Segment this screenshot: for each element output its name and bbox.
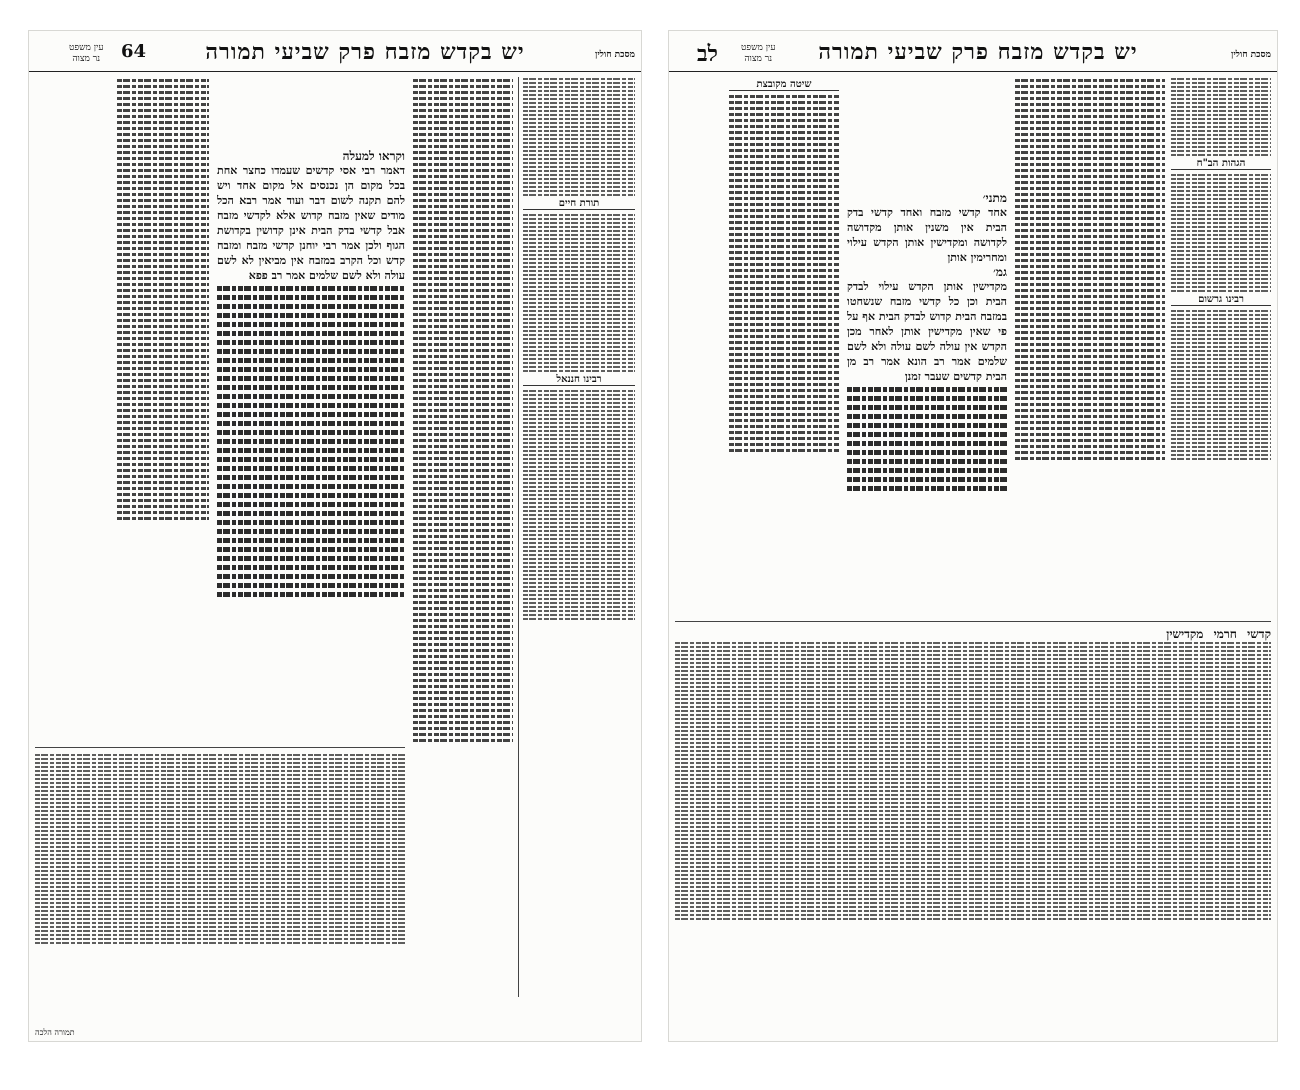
commentary-heading: מקדישין <box>1166 627 1204 641</box>
chapter-title: יש בקדש מזבח פרק שביעי תמורה <box>205 39 525 65</box>
bottom-lines <box>675 642 1271 920</box>
margin-notes <box>673 77 725 377</box>
bottom-divider <box>35 747 405 748</box>
section-label: הגהות הב"ח <box>1171 160 1271 170</box>
tractate-name: מסכת חולין <box>1231 50 1271 60</box>
ein-mishpat-label: עין משפט נר מצוה <box>69 43 104 64</box>
commentary-heading: קדשי <box>1247 627 1271 641</box>
gemara-lines <box>217 286 405 597</box>
section-label: שיטה מקובצת <box>729 81 839 91</box>
commentary-lines <box>1171 174 1271 292</box>
inner-commentary-column <box>413 77 513 997</box>
talmud-page-left <box>28 30 642 1042</box>
gemara-text: דאמר רבי אסי קדשים שעמדו כחצר אחת בכל מקום הן נכנסים אל מקום אחד ויש להם תקנה לשום דבר ועוד אמר רבא הכל מודים שאין מזבח קדוש אלא לקדשי מזבח אבל קדשי בדק הבית אינן קדושין בקדושת הגוף ולכן אמר רבי יוחנן קדשי מזבח ומזבח קדש וכל הקרב במזבח אין מביאין לא לשם עולה ולא לשם שלמים אמר רב פפא <box>217 164 405 282</box>
column-divider <box>518 77 519 997</box>
section-label: רבינו גרשום <box>1171 296 1271 306</box>
bottom-commentary <box>35 753 405 993</box>
gemara-opening-word: וקראו למעלה <box>342 149 405 163</box>
page-number: 64 <box>121 41 147 62</box>
section-label: תורת חיים <box>523 200 635 210</box>
bottom-divider <box>675 621 1271 622</box>
mishna-opening-word: מתני׳ <box>982 191 1007 205</box>
rashi-lines <box>729 95 839 452</box>
gemara-lines <box>847 387 1007 491</box>
chapter-title: יש בקדש מזבח פרק שביעי תמורה <box>818 39 1138 65</box>
commentary-heading: חרמי <box>1213 627 1237 641</box>
commentary-lines <box>1171 310 1271 460</box>
commentary-lines <box>1015 79 1165 460</box>
talmud-page-right <box>668 30 1278 1042</box>
page-footer: תמורה הלכה <box>35 1028 75 1037</box>
gemara-text: מקדישין אותן הקדש עילוי לבדק הבית וכן כל קדשי מזבח שנשחטו במזבח הבית קדוש לבדק הבית אף על פי שאין מקדישין אותן לאחר מכן הקדש אין עולה לשם עולה ולא לשם שלמים אמר רב הונא אמר רב מן הבית קדשים שעבר זמנן <box>847 280 1007 383</box>
ein-mishpat-label: עין משפט נר מצוה <box>741 43 776 64</box>
commentary-lines <box>523 390 635 620</box>
rashi-lines <box>117 79 209 520</box>
commentary-lines <box>413 79 513 742</box>
outer-commentary-column <box>1171 77 1271 597</box>
page-header <box>669 37 1277 72</box>
gemara-main-block <box>217 149 405 739</box>
page-header <box>29 37 641 72</box>
inner-commentary-column <box>1015 77 1165 597</box>
commentary-lines <box>1171 78 1271 156</box>
rashi-column <box>117 77 209 677</box>
rashi-column <box>729 77 839 597</box>
section-label: רבינו חננאל <box>523 376 635 386</box>
bottom-commentary <box>675 627 1271 997</box>
bottom-lines <box>35 754 405 944</box>
page-number: לב <box>697 41 718 67</box>
tractate-name: מסכת חולין <box>595 50 635 60</box>
commentary-lines <box>523 78 635 196</box>
commentary-lines <box>523 214 635 372</box>
gemara-opening-word: גמ׳ <box>993 265 1007 279</box>
outer-commentary-column <box>523 77 635 997</box>
mishna-text: אחד קדשי מזבח ואחד קדשי בדק הבית אין משנין אותן מקדושה לקדושה ומקדישין אותן הקדש עילוי ומחרימין אותן <box>847 206 1007 264</box>
gemara-main-block <box>847 191 1007 611</box>
margin-notes <box>35 77 111 497</box>
